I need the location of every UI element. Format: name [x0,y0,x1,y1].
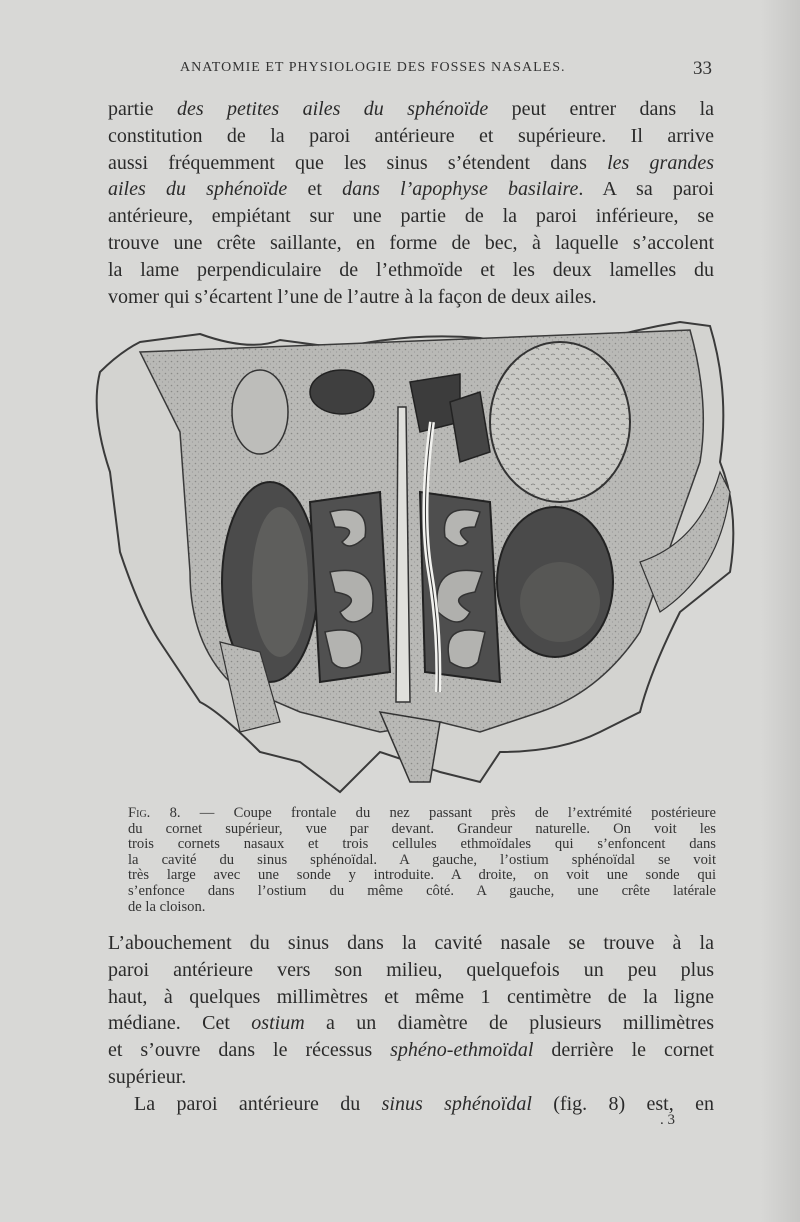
text-line: La paroi antérieure du sinus sphénoïdal (fig. 8) est, en [134,1092,714,1115]
running-title: ANATOMIE ET PHYSIOLOGIE DES FOSSES NASALES. [180,60,566,75]
caption-line: trois cornets nasaux et trois cellules ethmoïdales qui s’enfoncent dans [128,836,716,853]
text-line: et s’ouvre dans le récessus sphéno-ethmoïdal derrière le cornet [108,1039,714,1062]
caption-line: Fig. 8. — Coupe frontale du nez passant près de l’extrémité postérieure [128,805,716,821]
page-number: 33 [693,58,712,79]
text-line: supérieur. [108,1065,187,1088]
caption-line: très large avec une sonde y introduite. A droite, on voit une sonde qui [128,867,716,884]
text-line: antérieure, empiétant sur une partie de la paroi inférieure, se [108,205,714,228]
text-line: médiane. Cet ostium a un diamètre de plusieurs millimètres [108,1012,714,1035]
text-line: paroi antérieure vers son milieu, quelquefois un peu plus [108,958,714,981]
text-line: partie des petites ailes du sphénoïde peut entrer dans la [108,98,715,120]
bottom-paragraph [108,930,714,1118]
figure-caption [128,806,716,915]
text-line: aussi fréquemment que les sinus s’étendent dans les grandes [108,151,714,174]
text-line: vomer qui s’écartent l’une de l’autre à la façon de deux ailes. [108,285,597,308]
caption-line: la cavité du sinus sphénoïdal. A gauche, l’ostium sphénoïdal se voit [128,851,716,868]
text-line: la lame perpendiculaire de l’ethmoïde et les deux lamelles du [108,258,714,281]
text-line: constitution de la paroi antérieure et supérieure. Il arrive [108,124,714,147]
caption-line: du cornet supérieur, vue par devant. Grandeur naturelle. On voit les [128,820,716,837]
anatomical-illustration [80,312,740,802]
text-line: trouve une crête saillante, en forme de bec, à laquelle s’accolent [108,231,714,254]
caption-line: de la cloison. [128,898,206,915]
text-line: L’abouchement du sinus dans la cavité nasale se trouve à la [108,932,714,954]
text-line: ailes du sphénoïde et dans l’apophyse basilaire. A sa paroi [108,178,714,201]
page-edge-shadow [760,0,800,1222]
top-paragraph [108,96,714,310]
caption-line: s’enfonce dans l’ostium du même côté. A gauche, une crête latérale [128,882,716,899]
text-line: haut, à quelques millimètres et même 1 centimètre de la ligne [108,985,714,1008]
figure-label: Fig. 8. [128,805,181,821]
ethmoid-cell-mass [490,342,630,502]
signature-mark: . 3 [660,1112,675,1128]
